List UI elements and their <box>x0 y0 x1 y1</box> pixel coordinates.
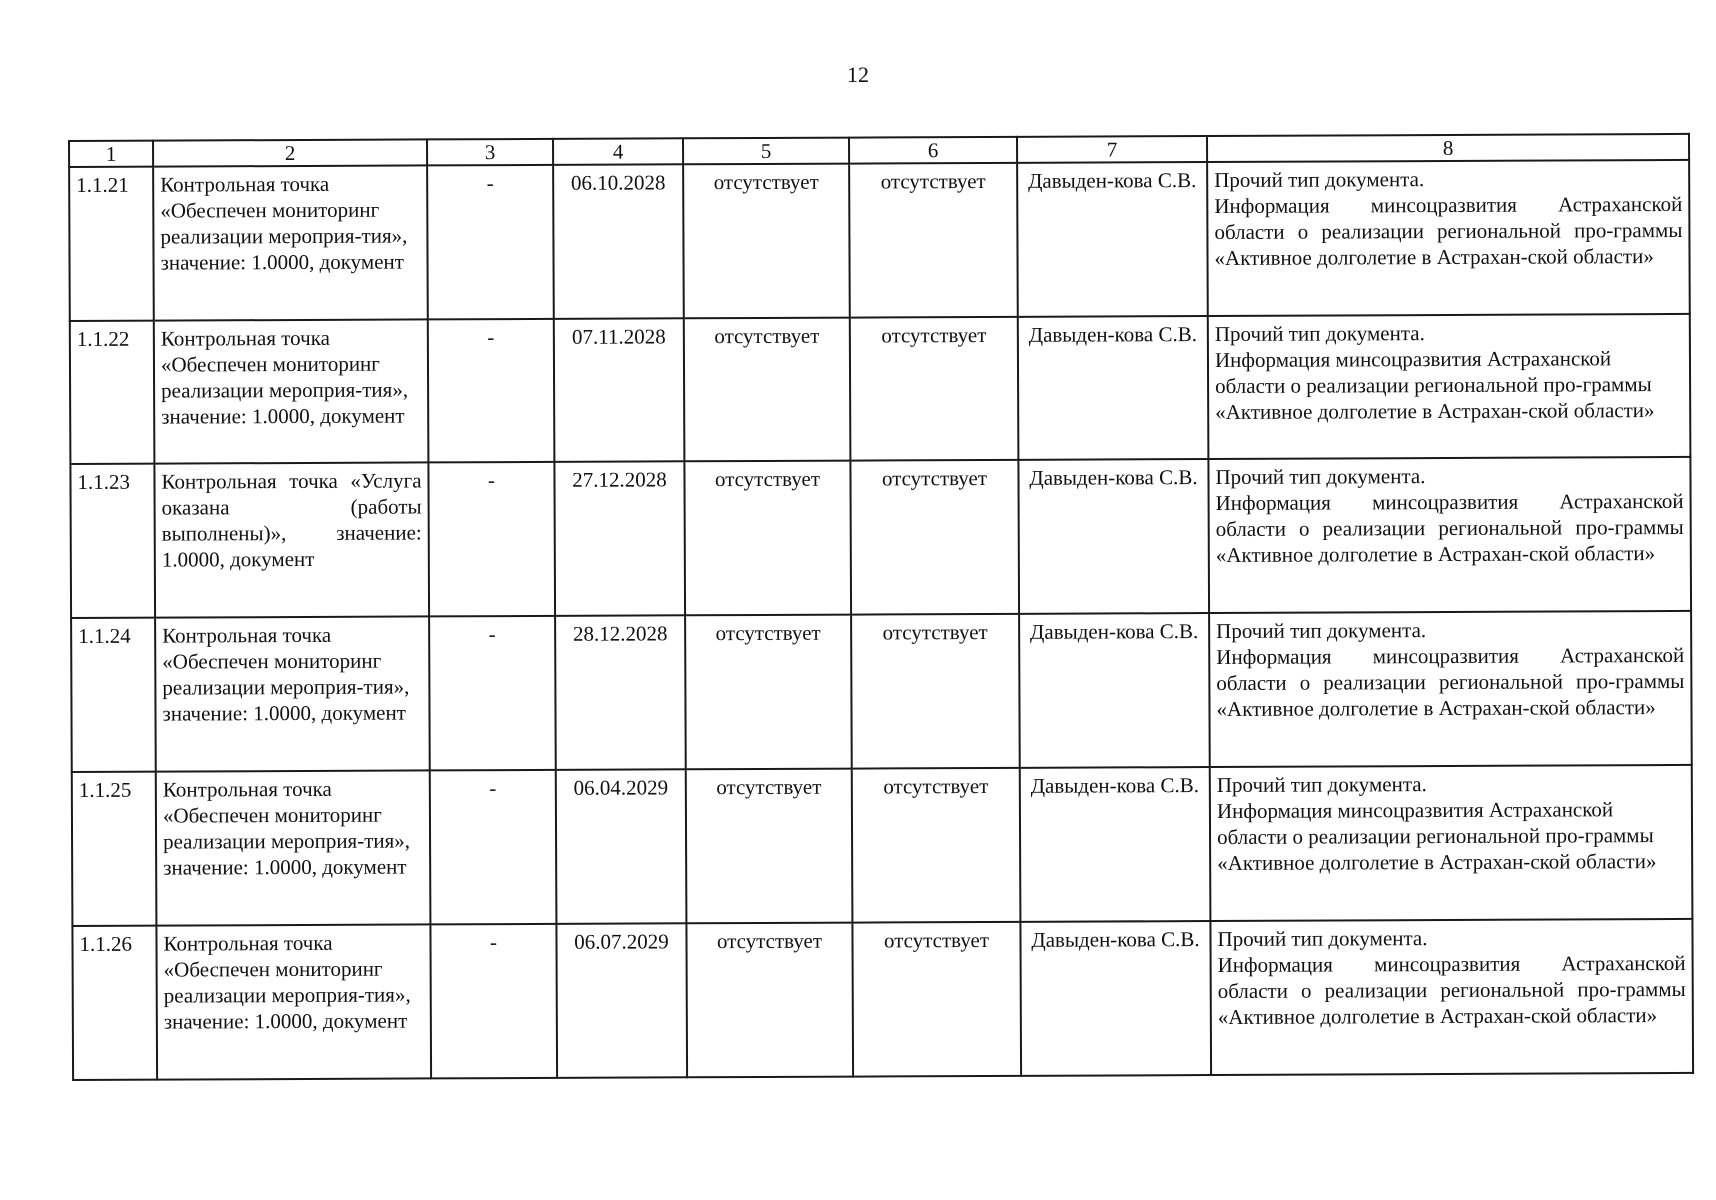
row-number: 1.1.21 <box>69 167 154 321</box>
document-info: Информация минсоцразвития Астраханской области о реализации региональной про-граммы «Активное долголетие в Астрахан-ской области» <box>1215 488 1684 567</box>
table-row <box>72 919 1693 1080</box>
control-point-name: Контрольная точка «Обеспечен мониторинг реализации мероприя-тия», значение: 1.0000, документ <box>154 319 429 463</box>
document-info: Информация минсоцразвития Астраханской области о реализации региональной про-граммы «Активное долголетие в Астрахан-ской области» <box>1214 191 1683 270</box>
column-6-value: отсутствует <box>849 163 1018 318</box>
document-info: Информация минсоцразвития Астраханской области о реализации региональной про-граммы «Активное долголетие в Астрахан-ской области» <box>1214 346 1655 424</box>
column-header: 7 <box>1017 136 1207 163</box>
document-type: Прочий тип документа. <box>1217 926 1428 951</box>
column-header: 4 <box>553 138 683 165</box>
table-row <box>72 765 1693 926</box>
document-info: Информация минсоцразвития Астраханской области о реализации региональной про-граммы «Активное долголетие в Астрахан-ской области» <box>1217 950 1686 1029</box>
column-header: 3 <box>427 139 553 166</box>
document-cell <box>1208 457 1691 613</box>
responsible-person: Давыден-кова С.В. <box>1019 613 1210 768</box>
column-5-value: отсутствует <box>683 164 850 319</box>
column-6-value: отсутствует <box>852 922 1021 1077</box>
table-row <box>69 160 1690 321</box>
control-point-name: Контрольная точка «Обеспечен мониторинг реализации мероприя-тия», значение: 1.0000, документ <box>156 770 431 925</box>
control-point-name: Контрольная точка «Услуга оказана (работы выполнены)», значение: 1.0000, документ <box>154 462 429 617</box>
table-row <box>70 314 1691 464</box>
column-header: 2 <box>153 139 427 166</box>
document-cell <box>1207 160 1690 316</box>
document-cell <box>1208 314 1691 459</box>
column-5-value: отсутствует <box>686 769 853 924</box>
column-6-value: отсутствует <box>852 768 1021 923</box>
column-5-value: отсутствует <box>686 923 853 1078</box>
column-6-value: отсутствует <box>850 317 1019 461</box>
document-type: Прочий тип документа. <box>1216 772 1427 797</box>
responsible-person: Давыден-кова С.В. <box>1017 162 1208 317</box>
document-info: Информация минсоцразвития Астраханской области о реализации региональной про-граммы «Активное долголетие в Астрахан-ской области» <box>1216 797 1657 875</box>
column-5-value: отсутствует <box>684 318 851 462</box>
column-6-value: отсутствует <box>850 460 1019 615</box>
control-points-table <box>68 133 1694 1081</box>
date-cell: 28.12.2028 <box>555 615 686 770</box>
column-6-value: отсутствует <box>851 614 1020 769</box>
row-number: 1.1.24 <box>71 618 156 772</box>
document-type: Прочий тип документа. <box>1214 321 1425 346</box>
document-type: Прочий тип документа. <box>1215 464 1426 489</box>
column-header: 6 <box>849 137 1017 164</box>
document-cell <box>1210 919 1693 1075</box>
control-point-name: Контрольная точка «Обеспечен мониторинг реализации мероприя-тия», значение: 1.0000, документ <box>153 165 428 320</box>
page-number: 12 <box>847 62 869 87</box>
table-row <box>70 457 1691 618</box>
document-info: Информация минсоцразвития Астраханской области о реализации региональной про-граммы «Активное долголетие в Астрахан-ской области» <box>1216 642 1685 721</box>
row-number: 1.1.22 <box>70 321 155 464</box>
responsible-person: Давыден-кова С.В. <box>1018 316 1209 460</box>
column-header: 1 <box>69 141 153 167</box>
responsible-person: Давыден-кова С.В. <box>1020 921 1211 1076</box>
date-cell: 06.10.2028 <box>553 164 684 319</box>
responsible-person: Давыден-кова С.В. <box>1020 767 1211 922</box>
column-header: 8 <box>1207 134 1689 162</box>
column-3-value: - <box>427 165 554 320</box>
column-3-value: - <box>430 924 557 1079</box>
document-cell <box>1210 765 1693 921</box>
column-header: 5 <box>683 138 849 165</box>
column-3-value: - <box>429 616 556 771</box>
control-point-name: Контрольная точка «Обеспечен мониторинг реализации мероприя-тия», значение: 1.0000, документ <box>156 924 431 1079</box>
document-type: Прочий тип документа. <box>1216 618 1427 643</box>
control-point-name: Контрольная точка «Обеспечен мониторинг реализации мероприя-тия», значение: 1.0000, документ <box>155 616 430 771</box>
column-3-value: - <box>428 319 555 463</box>
document-type: Прочий тип документа. <box>1214 167 1425 192</box>
responsible-person: Давыден-кова С.В. <box>1018 459 1209 614</box>
date-cell: 27.12.2028 <box>554 461 685 616</box>
table-row <box>71 611 1692 772</box>
column-5-value: отсутствует <box>685 615 852 770</box>
column-3-value: - <box>428 462 555 617</box>
date-cell: 06.07.2029 <box>556 923 687 1078</box>
document-cell <box>1209 611 1692 767</box>
row-number: 1.1.26 <box>72 926 157 1080</box>
date-cell: 06.04.2029 <box>556 769 687 924</box>
row-number: 1.1.25 <box>72 772 157 926</box>
column-5-value: отсутствует <box>684 461 851 616</box>
row-number: 1.1.23 <box>70 464 155 618</box>
column-3-value: - <box>430 770 557 925</box>
date-cell: 07.11.2028 <box>554 318 685 462</box>
